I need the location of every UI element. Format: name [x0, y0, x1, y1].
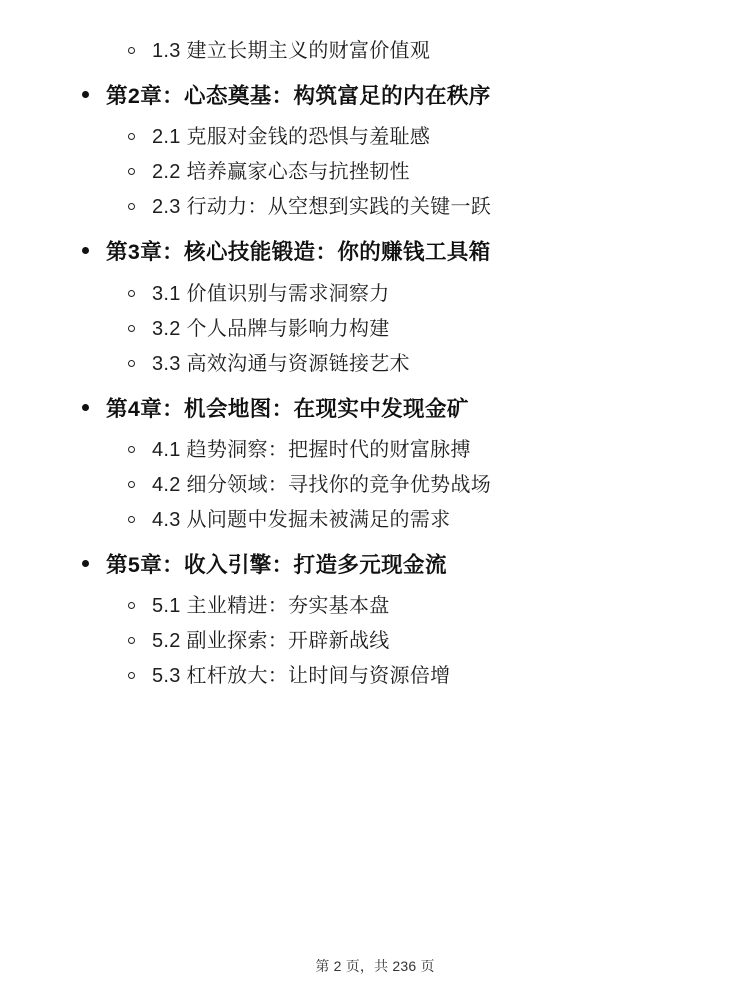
- toc-section-label: 2.2 培养赢家心态与抗挫韧性: [152, 161, 410, 184]
- toc-chapter-item[interactable]: [60, 236, 690, 268]
- toc-group: [60, 80, 690, 222]
- toc-section-label: 2.1 克服对金钱的恐惧与羞耻感: [152, 126, 431, 149]
- toc-section-item[interactable]: [60, 505, 690, 535]
- toc-section-item[interactable]: [60, 349, 690, 379]
- toc-section-item[interactable]: [60, 157, 690, 187]
- toc-section-item[interactable]: [60, 435, 690, 465]
- toc-section-item[interactable]: [60, 314, 690, 344]
- toc-group: [60, 549, 690, 691]
- toc-section-item[interactable]: [60, 626, 690, 656]
- circle-bullet-icon: [128, 133, 135, 140]
- toc-section-item[interactable]: [60, 591, 690, 621]
- toc-section-label: 4.3 从问题中发掘未被满足的需求: [152, 508, 451, 531]
- disc-bullet-icon: [82, 560, 89, 567]
- circle-bullet-icon: [128, 203, 135, 210]
- circle-bullet-icon: [128, 168, 135, 175]
- circle-bullet-icon: [128, 325, 135, 332]
- toc-section-label: 5.3 杠杆放大：让时间与资源倍增: [152, 665, 451, 687]
- toc-section-label: 3.2 个人品牌与影响力构建: [152, 317, 390, 340]
- toc-section-label: 3.1 价值识别与需求洞察力: [152, 282, 390, 305]
- circle-bullet-icon: [128, 672, 135, 679]
- toc-chapter-item[interactable]: [60, 393, 690, 425]
- toc-chapter-label: 第4章：机会地图：在现实中发现金矿: [106, 396, 469, 421]
- toc-section-label: 4.2 细分领域：寻找你的竞争优势战场: [152, 473, 492, 496]
- table-of-contents: [60, 36, 690, 1000]
- toc-group: [60, 236, 690, 378]
- circle-bullet-icon: [128, 637, 135, 644]
- toc-section-label: 5.2 副业探索：开辟新战线: [152, 630, 390, 652]
- toc-section-item[interactable]: [60, 36, 690, 66]
- circle-bullet-icon: [128, 481, 135, 488]
- disc-bullet-icon: [82, 404, 89, 411]
- toc-section-label: 3.3 高效沟通与资源链接艺术: [152, 352, 410, 375]
- circle-bullet-icon: [128, 446, 135, 453]
- toc-chapter-label: 第3章：核心技能锻造：你的赚钱工具箱: [106, 240, 491, 265]
- toc-section-item[interactable]: [60, 661, 690, 691]
- disc-bullet-icon: [82, 91, 89, 98]
- circle-bullet-icon: [128, 290, 135, 297]
- toc-group: [60, 393, 690, 535]
- toc-section-item[interactable]: [60, 122, 690, 152]
- toc-chapter-label: 第2章：心态奠基：构筑富足的内在秩序: [106, 84, 491, 108]
- toc-group: [60, 36, 690, 66]
- toc-chapter-item[interactable]: [60, 80, 690, 112]
- toc-section-label: 5.1 主业精进：夯实基本盘: [152, 595, 390, 617]
- toc-chapter-item[interactable]: [60, 549, 690, 581]
- toc-section-item[interactable]: [60, 192, 690, 222]
- circle-bullet-icon: [128, 47, 135, 54]
- disc-bullet-icon: [82, 247, 89, 254]
- toc-section-label: 1.3 建立长期主义的财富价值观: [152, 40, 431, 62]
- toc-section-item[interactable]: [60, 279, 690, 309]
- toc-section-label: 2.3 行动力：从空想到实践的关键一跃: [152, 196, 492, 219]
- toc-chapter-label: 第5章：收入引擎：打造多元现金流: [106, 552, 447, 577]
- page-number-text: 第 2 页，共 236 页: [315, 958, 435, 974]
- circle-bullet-icon: [128, 516, 135, 523]
- circle-bullet-icon: [128, 360, 135, 367]
- toc-section-item[interactable]: [60, 470, 690, 500]
- circle-bullet-icon: [128, 602, 135, 609]
- page-footer: [0, 956, 750, 976]
- toc-section-label: 4.1 趋势洞察：把握时代的财富脉搏: [152, 438, 471, 461]
